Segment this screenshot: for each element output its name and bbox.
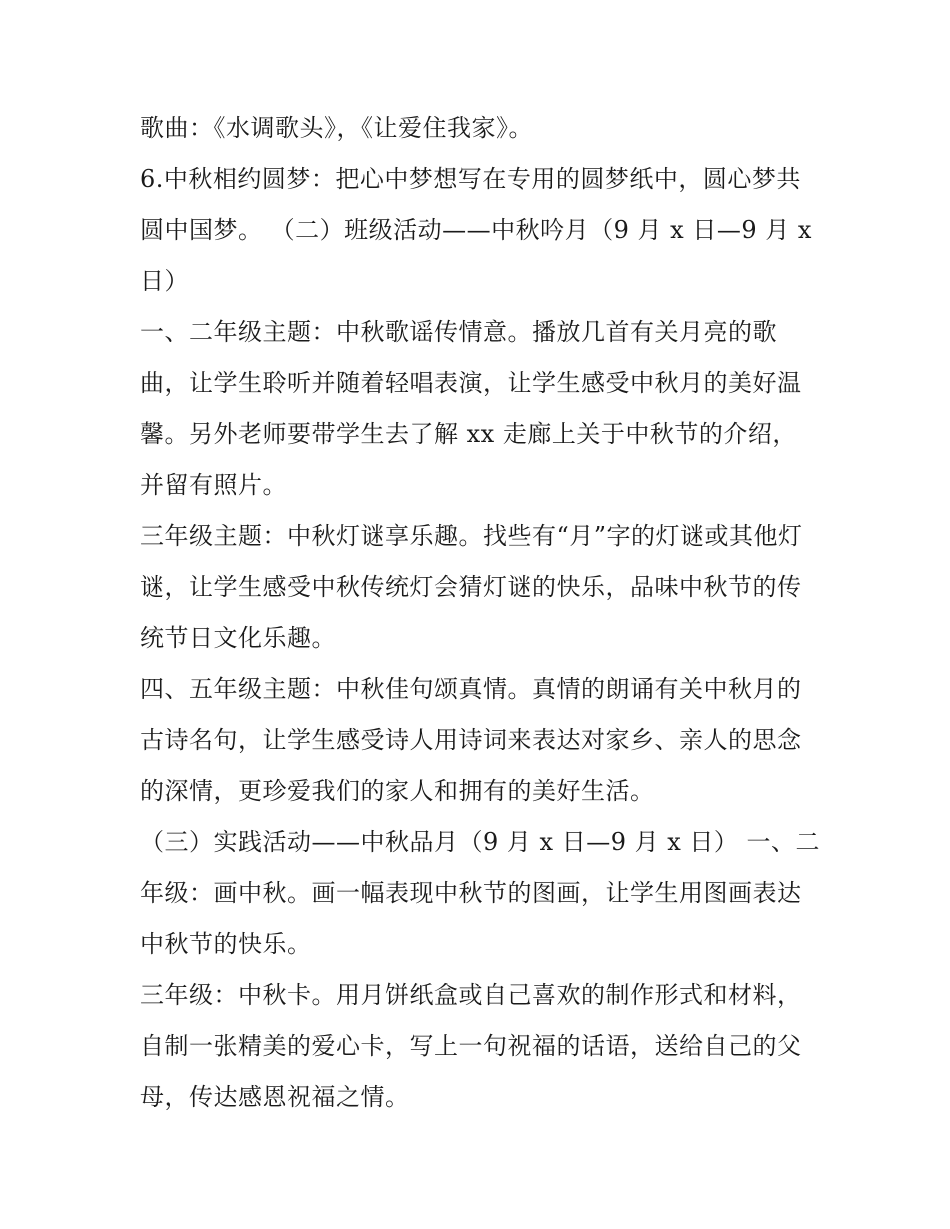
text-line: 中秋节的快乐。 [140, 930, 312, 958]
text-line: 并留有照片。 [140, 471, 287, 499]
text-line: 一、二年级主题：中秋歌谣传情意。播放几首有关月亮的歌 [140, 318, 777, 346]
text-line: 古诗名句，让学生感受诗人用诗词来表达对家乡、亲人的思念 [140, 726, 802, 754]
text-line: 统节日文化乐趣。 [140, 624, 336, 652]
text-line: 6.中秋相约圆梦：把心中梦想写在专用的圆梦纸中，圆心梦共 [140, 165, 801, 193]
document-body [140, 103, 820, 1123]
text-line: 三年级主题：中秋灯谜享乐趣。找些有“月”字的灯谜或其他灯 [140, 522, 803, 550]
text-line: 日） [140, 267, 189, 295]
text-line: 馨。另外老师要带学生去了解 xx 走廊上关于中秋节的介绍， [140, 420, 797, 448]
text-line: 的深情，更珍爱我们的家人和拥有的美好生活。 [140, 777, 655, 805]
text-line: 自制一张精美的爱心卡，写上一句祝福的话语，送给自己的父 [140, 1032, 802, 1060]
text-line: 三年级：中秋卡。用月饼纸盒或自己喜欢的制作形式和材料， [140, 981, 802, 1009]
text-line: 四、五年级主题：中秋佳句颂真情。真情的朗诵有关中秋月的 [140, 675, 802, 703]
text-line: 年级：画中秋。画一幅表现中秋节的图画，让学生用图画表达 [140, 879, 802, 907]
text-line: （三）实践活动——中秋品月（9 月 x 日—9 月 x 日） 一、二 [140, 828, 821, 856]
text-line: 母，传达感恩祝福之情。 [140, 1083, 410, 1111]
text-line: 曲，让学生聆听并随着轻唱表演，让学生感受中秋月的美好温 [140, 369, 802, 397]
text-line: 歌曲：《水调歌头》，《让爱住我家》。 [140, 114, 533, 142]
text-line: 圆中国梦。 （二）班级活动——中秋吟月（9 月 x 日—9 月 x [140, 216, 812, 244]
text-line: 谜，让学生感受中秋传统灯会猜灯谜的快乐，品味中秋节的传 [140, 573, 802, 601]
